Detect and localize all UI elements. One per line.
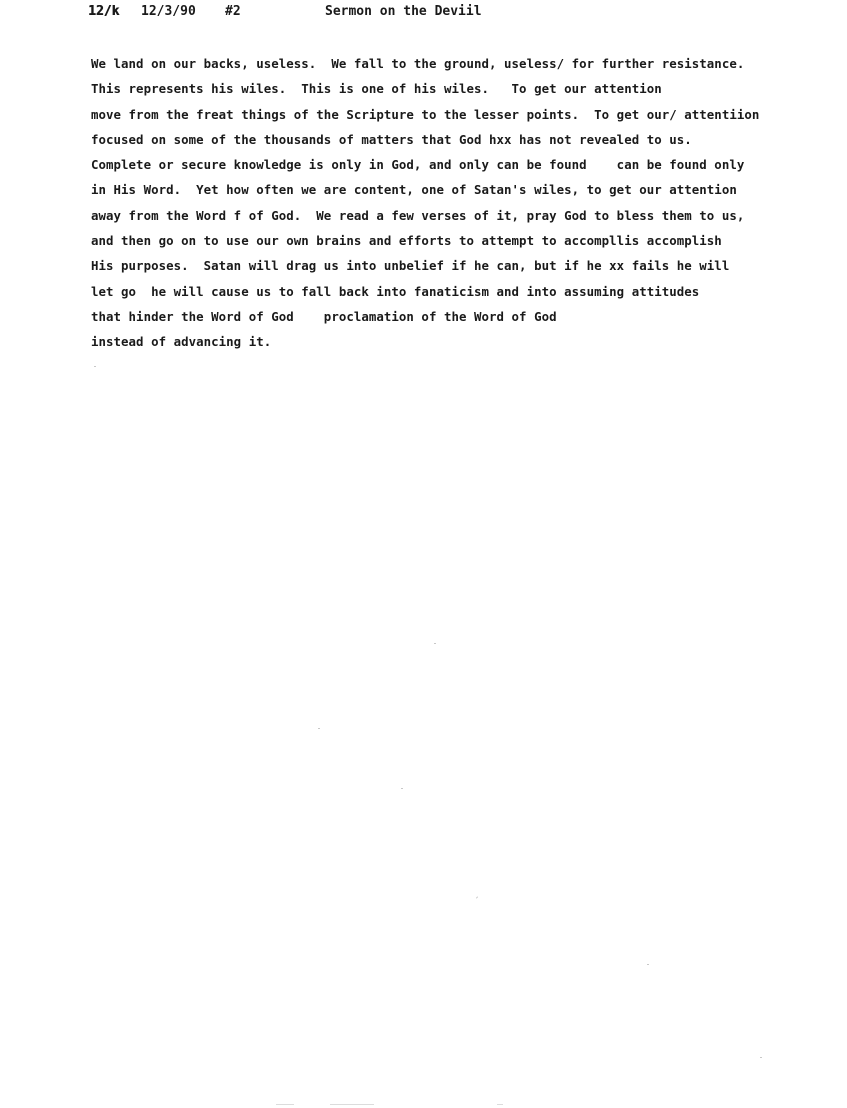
scan-speck [760,1057,762,1058]
text-line: that hinder the Word of God proclamation of the Word of God [91,308,557,324]
text-line: We land on our backs, useless. We fall to the ground, useless/ for further resistance. [91,56,745,71]
scan-speck [434,643,436,644]
text-line: This represents his wiles. This is one of his wiles. To get our attention [91,81,662,97]
text-line: focused on some of the thousands of matters that God hxx has not revealed to us. [91,131,692,147]
scan-smudge [330,1104,374,1105]
scan-speck [401,788,403,789]
text-line: His purposes. Satan will drag us into unbelief if he can, but if he xx fails he will [91,258,730,274]
scan-smudge [276,1104,294,1105]
header-number: #2 [225,4,241,19]
sermon-body [91,51,847,355]
header-date: 12/3/90 [141,4,196,19]
scan-speck [94,366,96,367]
header-code: 12/k [88,4,120,19]
scan-speck [476,896,478,898]
scan-smudge [497,1104,503,1105]
text-line: move from the freat things of the Scripture to the lesser points. To get our/ attentiion [91,106,760,122]
page-header [88,3,847,23]
text-line: away from the Word f of God. We read a few verses of it, pray God to bless them to us, [91,207,745,223]
text-line: instead of advancing it. [91,334,272,350]
scan-speck [318,728,320,729]
scan-speck [647,964,649,965]
text-line: Complete or secure knowledge is only in God, and only can be found can be found only [91,157,745,173]
sermon-title: Sermon on the Deviil [325,4,482,19]
text-line: let go he will cause us to fall back into fanaticism and into assuming attitudes [91,283,700,299]
text-line: in His Word. Yet how often we are content, one of Satan's wiles, to get our attention [91,182,737,198]
text-line: and then go on to use our own brains and efforts to attempt to accompllis accomplish [91,233,722,249]
